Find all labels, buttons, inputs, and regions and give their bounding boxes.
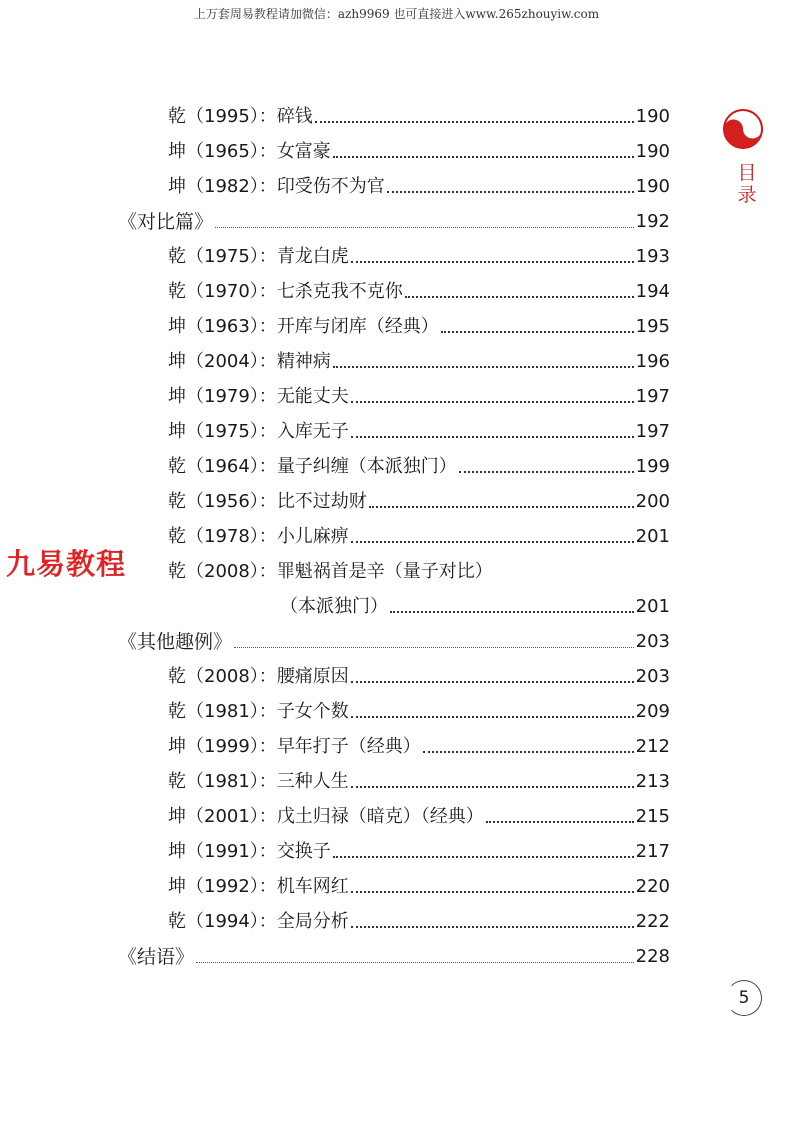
toc-entry-prefix: 坤（2001）： [168, 806, 277, 827]
toc-page-number: 203 [635, 631, 670, 652]
toc-entry-prefix: 坤（1963）： [168, 316, 277, 337]
toc-entry-title: 子女个数 [276, 701, 349, 722]
toc-entry[interactable] [168, 553, 670, 583]
toc-leader [351, 414, 634, 438]
toc-leader [351, 904, 634, 928]
toc-page-number: 190 [635, 106, 670, 127]
toc-page-number: 220 [635, 876, 670, 897]
side-section-label [736, 162, 758, 206]
toc-entry[interactable] [168, 98, 670, 128]
toc-page-number: 194 [635, 281, 670, 302]
toc-entry-prefix: 坤（1975）： [168, 421, 277, 442]
toc-page-number: 213 [635, 771, 670, 792]
watermark-text: 九易教程 [6, 547, 127, 581]
toc-entry[interactable] [168, 658, 670, 688]
toc-entry[interactable] [168, 763, 670, 793]
toc-leader [351, 379, 634, 403]
toc-entry[interactable] [168, 833, 670, 863]
toc-entry[interactable] [168, 728, 670, 758]
toc-leader [459, 449, 634, 473]
toc-leader [351, 239, 634, 263]
toc-entry[interactable] [168, 868, 670, 898]
toc-entry[interactable] [168, 693, 670, 723]
toc-page-number: 228 [635, 946, 670, 967]
toc-entry-prefix: 乾（1994）： [168, 911, 277, 932]
toc-entry-title: 开库与闭库（经典） [276, 316, 439, 337]
toc-entry-prefix: 乾（1975）： [168, 246, 277, 267]
toc-entry-title: 罪魁祸首是辛（量子对比） [276, 561, 493, 582]
toc-leader [215, 205, 634, 228]
toc-page-number: 209 [635, 701, 670, 722]
toc-page-number: 203 [635, 666, 670, 687]
toc-entry[interactable] [168, 483, 670, 513]
toc-entry-prefix: 乾（1981）： [168, 771, 277, 792]
toc-entry-prefix: 乾（1978）： [168, 526, 277, 547]
toc-entry[interactable] [168, 798, 670, 828]
toc-entry-prefix: 坤（1991）： [168, 841, 277, 862]
toc-leader [196, 940, 634, 963]
toc-entry[interactable] [168, 903, 670, 933]
toc-section[interactable] [118, 203, 670, 233]
side-label-char: 录 [737, 184, 757, 206]
header-banner: 上万套周易教程请加微信：azh9969 也可直接进入www.265zhouyiw.com [193, 7, 600, 21]
toc-entry-title: 交换子 [276, 841, 331, 862]
toc-leader [351, 869, 634, 893]
toc-leader [333, 344, 634, 368]
toc-page-number: 193 [635, 246, 670, 267]
toc-leader [486, 799, 634, 823]
toc-entry-title: 全局分析 [276, 911, 349, 932]
toc-entry[interactable] [168, 413, 670, 443]
toc-page-number: 212 [635, 736, 670, 757]
yin-yang-logo-icon [722, 108, 764, 150]
toc-entry-title: 精神病 [276, 351, 331, 372]
toc-entry-prefix: 坤（1965）： [168, 141, 277, 162]
toc-entry-title: 比不过劫财 [276, 491, 367, 512]
toc-page-number: 196 [635, 351, 670, 372]
toc-page-number: 215 [635, 806, 670, 827]
toc-entry[interactable] [168, 343, 670, 373]
toc-page-number: 217 [635, 841, 670, 862]
toc-entry-title: 腰痛原因 [276, 666, 349, 687]
toc-leader [351, 659, 634, 683]
toc-entry-title: 量子纠缠（本派独门） [276, 456, 457, 477]
toc-leader [387, 169, 634, 193]
toc-page-number: 222 [635, 911, 670, 932]
toc-entry-title: 无能丈夫 [276, 386, 349, 407]
toc-leader [369, 484, 634, 508]
toc-leader [351, 764, 634, 788]
toc-page-number: 200 [635, 491, 670, 512]
toc-section-title: 《结语》 [118, 946, 195, 968]
toc-entry-title: 入库无子 [276, 421, 349, 442]
toc-page-number: 199 [635, 456, 670, 477]
toc-entry-title: 小儿麻痹 [276, 526, 349, 547]
toc-entry[interactable] [168, 378, 670, 408]
toc-entry-continuation[interactable] [280, 588, 670, 618]
toc-page-number: 201 [635, 526, 670, 547]
toc-entry-prefix: 乾（1995）： [168, 106, 277, 127]
toc-entry-title: 七杀克我不克你 [276, 281, 403, 302]
toc-entry-prefix: 坤（1999）： [168, 736, 277, 757]
toc-entry-title: 女富豪 [276, 141, 331, 162]
toc-entry-prefix: 坤（1982）： [168, 176, 277, 197]
toc-entry[interactable] [168, 308, 670, 338]
page-number-badge: 5 [726, 980, 762, 1016]
toc-entry-prefix: 乾（1981）： [168, 701, 277, 722]
toc-leader [315, 99, 634, 123]
toc-leader [423, 729, 634, 753]
toc-entry[interactable] [168, 133, 670, 163]
toc-entry-title-continued: （本派独门） [280, 596, 388, 617]
toc-entry-title: 机车网红 [276, 876, 349, 897]
toc-entry[interactable] [168, 238, 670, 268]
toc-page-number: 197 [635, 386, 670, 407]
toc-entry-title: 戊土归禄（暗克）（经典） [276, 806, 484, 827]
toc-entry-prefix: 坤（1992）： [168, 876, 277, 897]
toc-section-title: 《其他趣例》 [118, 631, 233, 653]
toc-page-number: 192 [635, 211, 670, 232]
toc-leader [390, 589, 634, 613]
toc-section-title: 《对比篇》 [118, 211, 214, 233]
toc-entry[interactable] [168, 273, 670, 303]
toc-page-number: 190 [635, 141, 670, 162]
toc-entry-title: 印受伤不为官 [276, 176, 385, 197]
toc-entry-prefix: 乾（1970）： [168, 281, 277, 302]
toc-page-number: 197 [635, 421, 670, 442]
toc-leader [351, 519, 634, 543]
toc-leader [333, 834, 634, 858]
toc-entry-prefix: 坤（2004）： [168, 351, 277, 372]
toc-entry-title: 青龙白虎 [276, 246, 349, 267]
toc-entry[interactable] [168, 448, 670, 478]
toc-entry-title: 三种人生 [276, 771, 349, 792]
toc-entry[interactable] [168, 168, 670, 198]
toc-entry-prefix: 乾（1964）： [168, 456, 277, 477]
toc-page-number: 190 [635, 176, 670, 197]
toc-leader [405, 274, 634, 298]
toc-page-number: 201 [635, 596, 670, 617]
toc-entry[interactable] [168, 518, 670, 548]
toc-page-number: 195 [635, 316, 670, 337]
toc-entry-title: 早年打子（经典） [276, 736, 421, 757]
side-label-char: 目 [737, 162, 757, 184]
toc-entry-prefix: 乾（2008）： [168, 666, 277, 687]
toc-entry-prefix: 乾（2008）： [168, 561, 277, 582]
toc-entry-prefix: 乾（1956）： [168, 491, 277, 512]
toc-entry-prefix: 坤（1979）： [168, 386, 277, 407]
toc-section[interactable] [118, 938, 670, 968]
toc-leader [441, 309, 634, 333]
toc-entry-title: 碎钱 [276, 106, 313, 127]
toc-leader [234, 625, 634, 648]
toc-leader [333, 134, 634, 158]
toc-leader [351, 694, 634, 718]
toc-section[interactable] [118, 623, 670, 653]
